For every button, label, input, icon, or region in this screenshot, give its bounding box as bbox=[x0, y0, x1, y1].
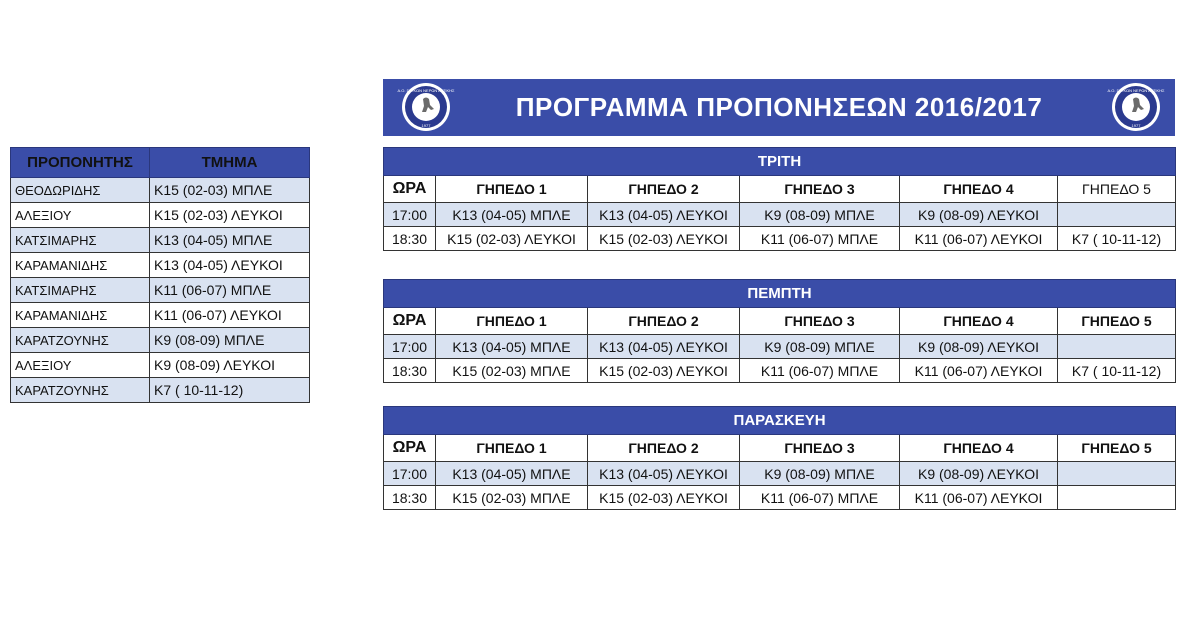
table-row bbox=[384, 227, 1176, 251]
column-header-row bbox=[384, 176, 1176, 203]
day-title: ΠΑΡΑΣΚΕΥΗ bbox=[384, 407, 1176, 435]
logo-text: Α.Ο. ΓΛΥΚΩΝ ΝΕΡΩΝ ΑΤΤΙΚΗΣ bbox=[1107, 88, 1165, 93]
court-5-cell bbox=[1058, 462, 1176, 486]
coach-row bbox=[11, 178, 310, 203]
coach-name: ΑΛΕΞΙΟΥ bbox=[11, 353, 150, 378]
table-row bbox=[384, 462, 1176, 486]
coach-name: ΚΑΡΑΤΖΟΥΝΗΣ bbox=[11, 378, 150, 403]
header-time: ΩΡΑ bbox=[384, 308, 436, 335]
coach-row bbox=[11, 303, 310, 328]
time-cell: 17:00 bbox=[384, 203, 436, 227]
header-court-5: ΓΗΠΕΔΟ 5 bbox=[1058, 435, 1176, 462]
header-court-2: ΓΗΠΕΔΟ 2 bbox=[588, 308, 740, 335]
day-header-row bbox=[384, 407, 1176, 435]
day-title: ΤΡΙΤΗ bbox=[384, 148, 1176, 176]
day-header-row bbox=[384, 280, 1176, 308]
day-title: ΠΕΜΠΤΗ bbox=[384, 280, 1176, 308]
court-3-cell: Κ11 (06-07) ΜΠΛΕ bbox=[740, 227, 900, 251]
court-5-cell: Κ7 ( 10-11-12) bbox=[1058, 359, 1176, 383]
coach-team: Κ11 (06-07) ΜΠΛΕ bbox=[150, 278, 310, 303]
header-court-1: ΓΗΠΕΔΟ 1 bbox=[436, 308, 588, 335]
court-2-cell: Κ13 (04-05) ΛΕΥΚΟΙ bbox=[588, 335, 740, 359]
court-3-cell: Κ11 (06-07) ΜΠΛΕ bbox=[740, 486, 900, 510]
time-cell: 18:30 bbox=[384, 359, 436, 383]
header-court-3: ΓΗΠΕΔΟ 3 bbox=[740, 176, 900, 203]
schedule-table-tuesday bbox=[383, 147, 1176, 251]
time-cell: 17:00 bbox=[384, 335, 436, 359]
coach-name: ΑΛΕΞΙΟΥ bbox=[11, 203, 150, 228]
court-1-cell: Κ13 (04-05) ΜΠΛΕ bbox=[436, 335, 588, 359]
coach-row bbox=[11, 253, 310, 278]
header-court-1: ΓΗΠΕΔΟ 1 bbox=[436, 176, 588, 203]
header-court-4: ΓΗΠΕΔΟ 4 bbox=[900, 176, 1058, 203]
header-court-2: ΓΗΠΕΔΟ 2 bbox=[588, 176, 740, 203]
court-4-cell: Κ9 (08-09) ΛΕΥΚΟΙ bbox=[900, 203, 1058, 227]
coach-team: Κ15 (02-03) ΛΕΥΚΟΙ bbox=[150, 203, 310, 228]
schedule-table-friday bbox=[383, 406, 1176, 510]
court-2-cell: Κ15 (02-03) ΛΕΥΚΟΙ bbox=[588, 486, 740, 510]
coach-team: Κ13 (04-05) ΜΠΛΕ bbox=[150, 228, 310, 253]
header-court-3: ΓΗΠΕΔΟ 3 bbox=[740, 435, 900, 462]
court-2-cell: Κ13 (04-05) ΛΕΥΚΟΙ bbox=[588, 203, 740, 227]
coach-team: Κ11 (06-07) ΛΕΥΚΟΙ bbox=[150, 303, 310, 328]
court-4-cell: Κ9 (08-09) ΛΕΥΚΟΙ bbox=[900, 462, 1058, 486]
coach-team: Κ9 (08-09) ΜΠΛΕ bbox=[150, 328, 310, 353]
table-row bbox=[384, 335, 1176, 359]
logo-year: 1977 bbox=[1131, 123, 1141, 128]
coach-name: ΘΕΟΔΩΡΙΔΗΣ bbox=[11, 178, 150, 203]
court-1-cell: Κ15 (02-03) ΛΕΥΚΟΙ bbox=[436, 227, 588, 251]
day-header-row bbox=[384, 148, 1176, 176]
header-court-4: ΓΗΠΕΔΟ 4 bbox=[900, 308, 1058, 335]
column-header-row bbox=[384, 435, 1176, 462]
table-row bbox=[384, 359, 1176, 383]
coach-team: Κ15 (02-03) ΜΠΛΕ bbox=[150, 178, 310, 203]
court-5-cell: Κ7 ( 10-11-12) bbox=[1058, 227, 1176, 251]
column-header-row bbox=[384, 308, 1176, 335]
coach-row bbox=[11, 278, 310, 303]
header-court-2: ΓΗΠΕΔΟ 2 bbox=[588, 435, 740, 462]
coach-row bbox=[11, 378, 310, 403]
court-3-cell: Κ11 (06-07) ΜΠΛΕ bbox=[740, 359, 900, 383]
court-4-cell: Κ11 (06-07) ΛΕΥΚΟΙ bbox=[900, 227, 1058, 251]
court-3-cell: Κ9 (08-09) ΜΠΛΕ bbox=[740, 203, 900, 227]
court-1-cell: Κ13 (04-05) ΜΠΛΕ bbox=[436, 203, 588, 227]
court-5-cell bbox=[1058, 335, 1176, 359]
coach-team: Κ7 ( 10-11-12) bbox=[150, 378, 310, 403]
court-1-cell: Κ13 (04-05) ΜΠΛΕ bbox=[436, 462, 588, 486]
court-4-cell: Κ11 (06-07) ΛΕΥΚΟΙ bbox=[900, 359, 1058, 383]
table-row bbox=[384, 486, 1176, 510]
header-time: ΩΡΑ bbox=[384, 176, 436, 203]
time-cell: 17:00 bbox=[384, 462, 436, 486]
page-title: ΠΡΟΓΡΑΜΜΑ ΠΡΟΠΟΝΗΣΕΩΝ 2016/2017 bbox=[515, 92, 1043, 122]
coach-name: ΚΑΡΑΜΑΝΙΔΗΣ bbox=[11, 303, 150, 328]
coach-team: Κ13 (04-05) ΛΕΥΚΟΙ bbox=[150, 253, 310, 278]
table-row bbox=[384, 203, 1176, 227]
coach-team: Κ9 (08-09) ΛΕΥΚΟΙ bbox=[150, 353, 310, 378]
court-1-cell: Κ15 (02-03) ΜΠΛΕ bbox=[436, 359, 588, 383]
schedule-table-thursday bbox=[383, 279, 1176, 383]
time-cell: 18:30 bbox=[384, 227, 436, 251]
coach-row bbox=[11, 353, 310, 378]
court-1-cell: Κ15 (02-03) ΜΠΛΕ bbox=[436, 486, 588, 510]
court-2-cell: Κ15 (02-03) ΛΕΥΚΟΙ bbox=[588, 227, 740, 251]
club-logo-icon bbox=[397, 82, 455, 132]
coaches-table bbox=[10, 147, 310, 403]
logo-text: Α.Ο. ΓΛΥΚΩΝ ΝΕΡΩΝ ΑΤΤΙΚΗΣ bbox=[397, 88, 455, 93]
court-5-cell bbox=[1058, 486, 1176, 510]
time-cell: 18:30 bbox=[384, 486, 436, 510]
coaches-header-team: ΤΜΗΜΑ bbox=[150, 148, 310, 178]
court-3-cell: Κ9 (08-09) ΜΠΛΕ bbox=[740, 335, 900, 359]
header-court-4: ΓΗΠΕΔΟ 4 bbox=[900, 435, 1058, 462]
court-3-cell: Κ9 (08-09) ΜΠΛΕ bbox=[740, 462, 900, 486]
court-4-cell: Κ11 (06-07) ΛΕΥΚΟΙ bbox=[900, 486, 1058, 510]
coach-row bbox=[11, 328, 310, 353]
header-court-5: ΓΗΠΕΔΟ 5 bbox=[1058, 176, 1176, 203]
court-2-cell: Κ15 (02-03) ΛΕΥΚΟΙ bbox=[588, 359, 740, 383]
header-court-1: ΓΗΠΕΔΟ 1 bbox=[436, 435, 588, 462]
coach-name: ΚΑΤΣΙΜΑΡΗΣ bbox=[11, 278, 150, 303]
logo-year: 1977 bbox=[421, 123, 431, 128]
court-4-cell: Κ9 (08-09) ΛΕΥΚΟΙ bbox=[900, 335, 1058, 359]
coach-row bbox=[11, 203, 310, 228]
coach-name: ΚΑΤΣΙΜΑΡΗΣ bbox=[11, 228, 150, 253]
club-logo-icon bbox=[1107, 82, 1165, 132]
coaches-header-coach: ΠΡΟΠΟΝΗΤΗΣ bbox=[11, 148, 150, 178]
coaches-header-row bbox=[11, 148, 310, 178]
coach-row bbox=[11, 228, 310, 253]
coach-name: ΚΑΡΑΤΖΟΥΝΗΣ bbox=[11, 328, 150, 353]
header-time: ΩΡΑ bbox=[384, 435, 436, 462]
header-court-5: ΓΗΠΕΔΟ 5 bbox=[1058, 308, 1176, 335]
court-2-cell: Κ13 (04-05) ΛΕΥΚΟΙ bbox=[588, 462, 740, 486]
title-banner bbox=[383, 79, 1175, 136]
coach-name: ΚΑΡΑΜΑΝΙΔΗΣ bbox=[11, 253, 150, 278]
header-court-3: ΓΗΠΕΔΟ 3 bbox=[740, 308, 900, 335]
court-5-cell bbox=[1058, 203, 1176, 227]
